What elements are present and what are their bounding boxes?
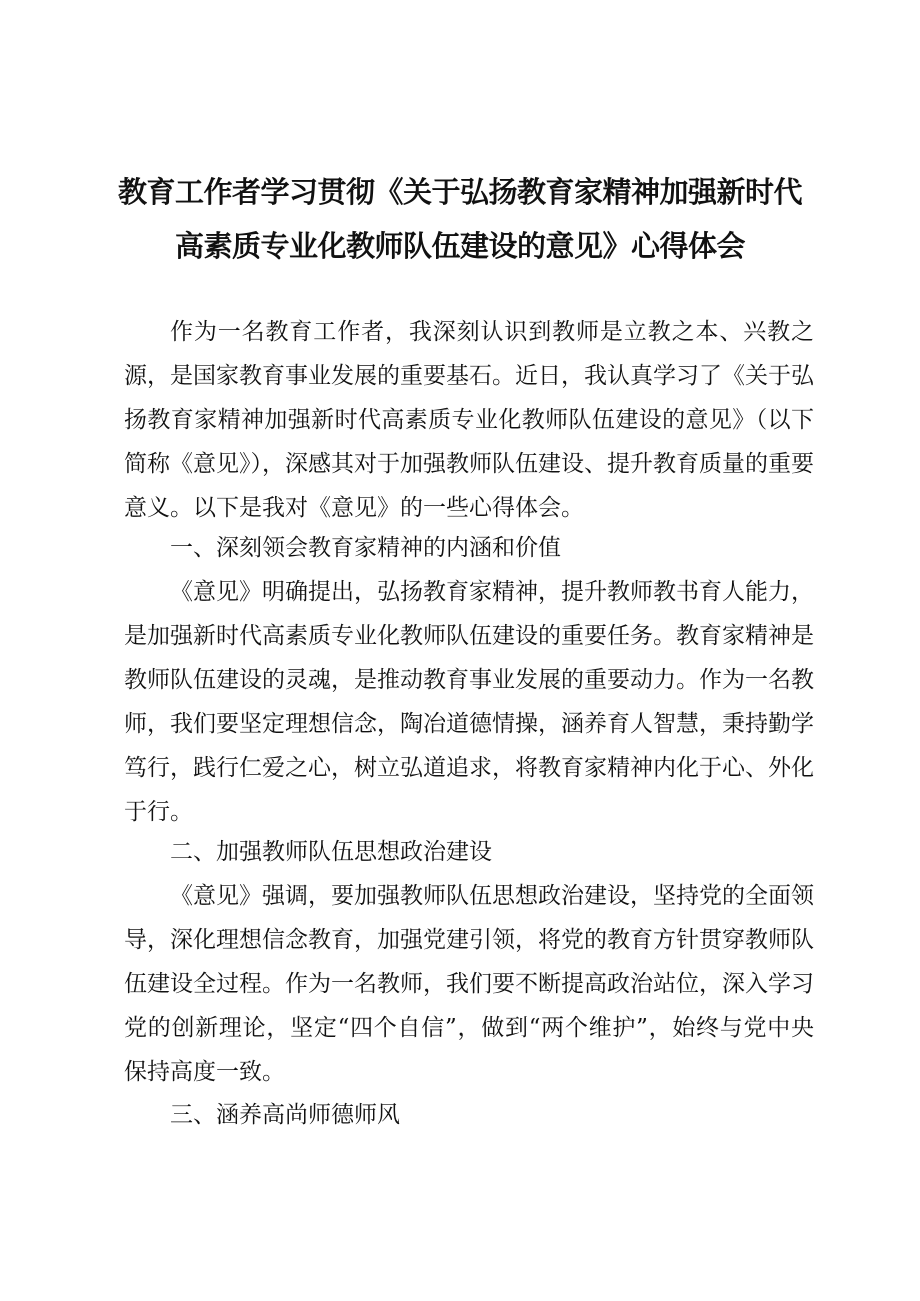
section-body-1: 《意见》明确提出，弘扬教育家精神，提升教师教书育人能力，是加强新时代高素质专业化教师队伍建设的重要任务。教育家精神是教师队伍建设的灵魂，是推动教育事业发展的重要动力。作为一名教师，我们要坚定理想信念，陶冶道德情操，涵养育人智慧，秉持勤学笃行，践行仁爱之心，树立弘道追求，将教育家精神内化于心、外化于行。 [124,579,814,825]
section-body-2: 《意见》强调，要加强教师队伍思想政治建设，坚持党的全面领导，深化理想信念教育，加强党建引领，将党的教育方针贯穿教师队伍建设全过程。作为一名教师，我们要不断提高政治站位，深入学习党的创新理论，坚定“四个自信”，做到“两个维护”，始终与党中央保持高度一致。 [124,883,814,1085]
intro-paragraph: 作为一名教育工作者，我深刻认识到教师是立教之本、兴教之源，是国家教育事业发展的重要基石。近日，我认真学习了《关于弘扬教育家精神加强新时代高素质专业化教师队伍建设的意见》（以下简称《意见》），深感其对于加强教师队伍建设、提升教育质量的重要意义。以下是我对《意见》的一些心得体会。 [124,319,814,521]
section-heading-2: 二、加强教师队伍思想政治建设 [170,839,492,865]
section-heading-3: 三、涵养高尚师德师风 [170,1102,400,1128]
document-title-line-2: 高素质专业化教师队伍建设的意见》心得体会 [174,229,745,263]
section-heading-1: 一、深刻领会教育家精神的内涵和价值 [170,535,561,561]
document-title-line-1: 教育工作者学习贯彻《关于弘扬教育家精神加强新时代 [117,175,802,209]
